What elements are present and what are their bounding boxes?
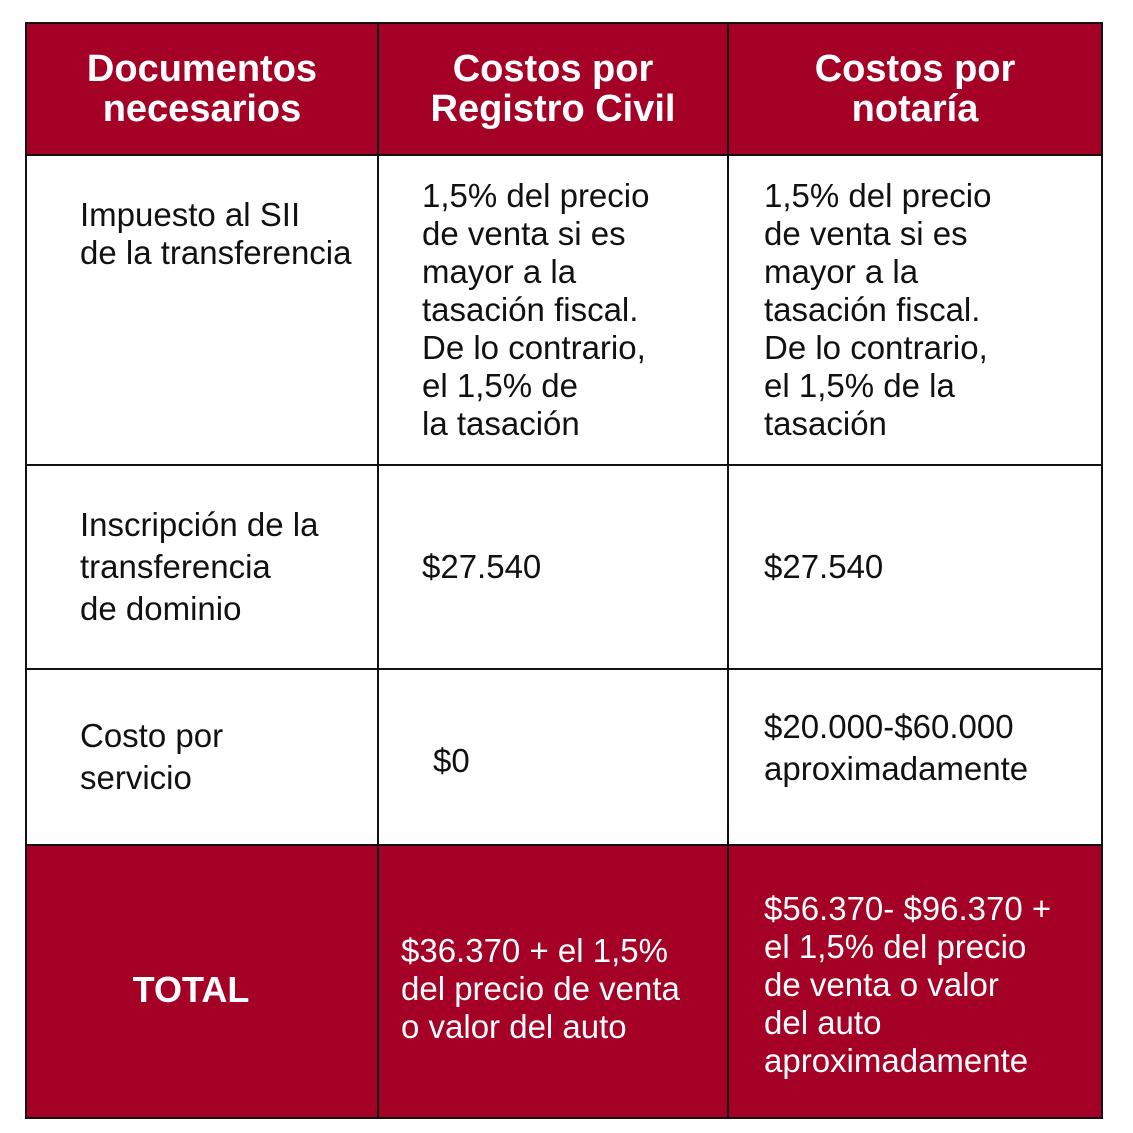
column-divider bbox=[377, 846, 379, 1117]
column-divider bbox=[727, 156, 729, 464]
table-row-costo-servicio bbox=[27, 668, 1101, 846]
table-header-row bbox=[27, 24, 1101, 154]
column-divider bbox=[727, 466, 729, 668]
column-divider bbox=[377, 24, 379, 154]
table-row-total bbox=[27, 846, 1101, 1117]
table-row-inscripcion bbox=[27, 464, 1101, 668]
header-registro-civil: Costos por Registro Civil bbox=[430, 48, 676, 130]
row-value-registro-civil: 1,5% del precio de venta si es mayor a la tasación fiscal. De lo contrario, el 1,5% de la tasación bbox=[422, 177, 650, 442]
column-divider bbox=[727, 24, 729, 154]
row-label: Inscripción de la transferencia de dominio bbox=[80, 506, 319, 627]
row-value-notaria: 1,5% del precio de venta si es mayor a la tasación fiscal. De lo contrario, el 1,5% de la tasación bbox=[764, 177, 992, 442]
total-value-registro-civil: $36.370 + el 1,5% del precio de venta o valor del auto bbox=[401, 931, 680, 1045]
row-label: Impuesto al SII de la transferencia bbox=[80, 196, 352, 271]
column-divider bbox=[727, 670, 729, 844]
column-divider bbox=[377, 466, 379, 668]
total-value-notaria: $56.370- $96.370 + el 1,5% del precio de venta o valor del auto aproximadamente bbox=[764, 889, 1052, 1079]
column-divider bbox=[727, 846, 729, 1117]
table-row-impuesto bbox=[27, 154, 1101, 464]
row-value-registro-civil: $0 bbox=[433, 742, 470, 779]
costs-table bbox=[25, 22, 1103, 1119]
row-label: Costo por servicio bbox=[80, 717, 224, 796]
header-notaria: Costos por notaría bbox=[814, 48, 1016, 130]
total-label: TOTAL bbox=[132, 968, 250, 1010]
row-value-notaria: $27.540 bbox=[764, 548, 884, 585]
row-value-notaria: $20.000-$60.000 aproximadamente bbox=[764, 708, 1029, 787]
header-documentos: Documentos necesarios bbox=[86, 48, 318, 130]
column-divider bbox=[377, 156, 379, 464]
row-value-registro-civil: $27.540 bbox=[422, 548, 542, 585]
column-divider bbox=[377, 670, 379, 844]
